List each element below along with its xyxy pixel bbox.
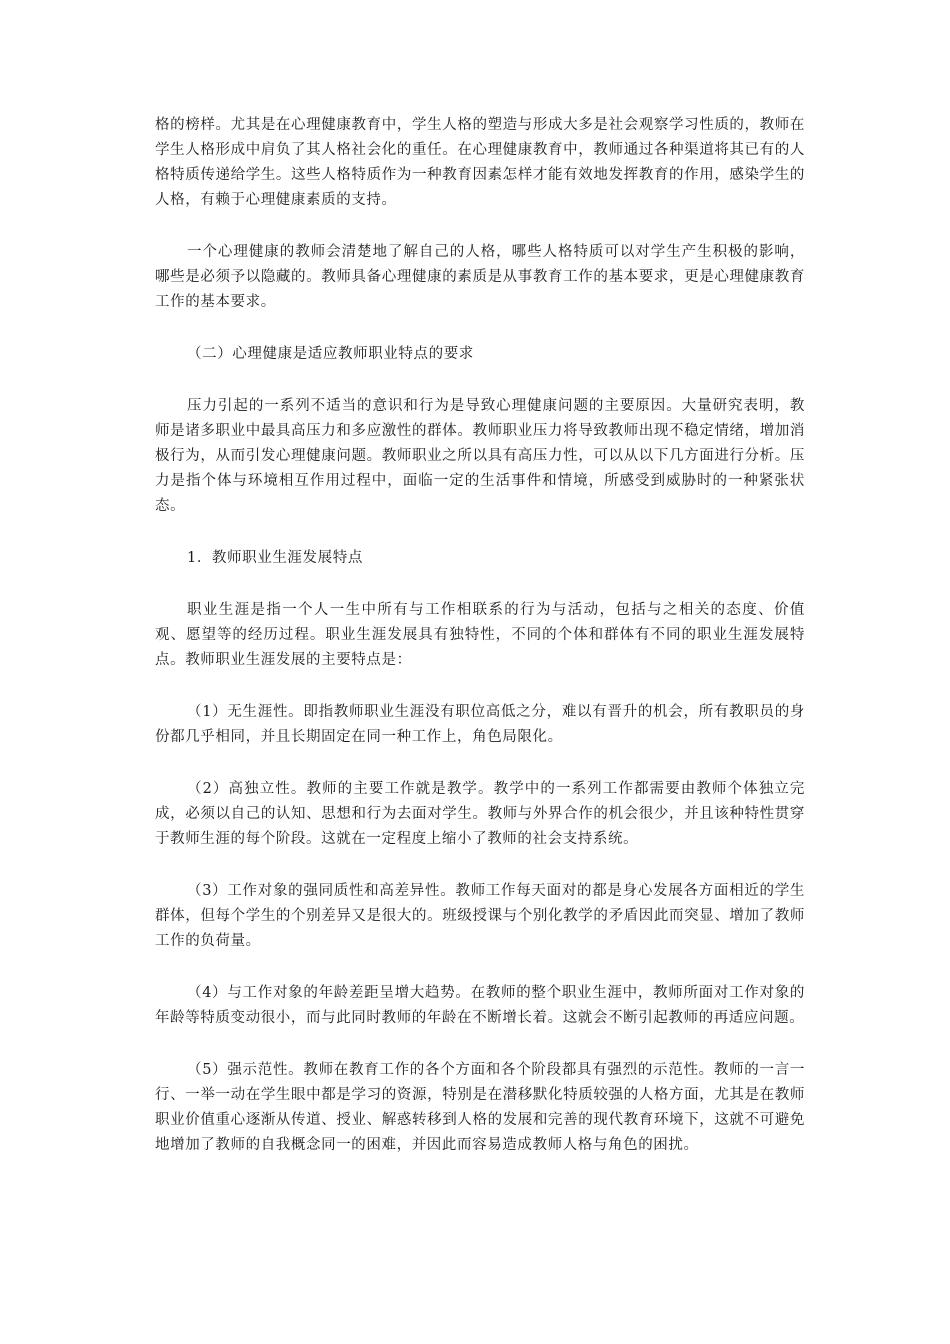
paragraph-4: 职业生涯是指一个人一生中所有与工作相联系的行为与活动，包括与之相关的态度、价值观、愿望等的经历过程。职业生涯发展具有独特性，不同的个体和群体有不同的职业生涯发展特点。教师职业生涯发展的主要特点是： — [155, 602, 805, 668]
list-item-1: （1）无生涯性。即指教师职业生涯没有职位高低之分，难以有晋升的机会，所有教职员的身份都几乎相同，并且长期固定在同一种工作上，角色局限化。 — [155, 704, 805, 745]
list-item-5: （5）强示范性。教师在教育工作的各个方面和各个阶段都具有强烈的示范性。教师的一言一行、一举一动在学生眼中都是学习的资源，特别是在潜移默化特质较强的人格方面，尤其是在教师职业价值重心逐渐从传道、授业、解惑转移到人格的发展和完善的现代教育环境下，这就不可避免地增加了教师的自我概念同一的困难，并因此而容易造成教师人格与角色的困扰。 — [155, 1062, 805, 1153]
list-item-3: （3）工作对象的强同质性和高差异性。教师工作每天面对的都是身心发展各方面相近的学生群体，但每个学生的个别差异又是很大的。班级授课与个别化教学的矛盾因此而突显、增加了教师工作的负荷量。 — [155, 883, 805, 949]
paragraph-1: 格的榜样。尤其是在心理健康教育中，学生人格的塑造与形成大多是社会观察学习性质的，教师在学生人格形成中肩负了其人格社会化的重任。在心理健康教育中，教师通过各种渠道将其已有的人格特质传递给学生。这些人格特质作为一种教育因素怎样才能有效地发挥教育的作用，感染学生的人格，有赖于心理健康素质的支持。 — [155, 117, 805, 208]
section-heading-2: （二）心理健康是适应教师职业特点的要求 — [187, 346, 474, 362]
subsection-heading-1: 1．教师职业生涯发展特点 — [187, 550, 363, 566]
paragraph-3: 压力引起的一系列不适当的意识和行为是导致心理健康问题的主要原因。大量研究表明，教师是诸多职业中最具高压力和多应激性的群体。教师职业压力将导致教师出现不稳定情绪，增加消极行为，从而引发心理健康问题。教师职业之所以具有高压力性，可以从以下几方面进行分析。压力是指个体与环境相互作用过程中，面临一定的生活事件和情境，所感受到威胁时的一种紧张状态。 — [155, 398, 805, 514]
list-item-2: （2）高独立性。教师的主要工作就是教学。教学中的一系列工作都需要由教师个体独立完成，必须以自己的认知、思想和行为去面对学生。教师与外界合作的机会很少，并且该种特性贯穿于教师生涯的每个阶段。这就在一定程度上缩小了教师的社会支持系统。 — [155, 781, 805, 847]
document-body — [155, 113, 805, 1185]
list-item-4: （4）与工作对象的年龄差距呈增大趋势。在教师的整个职业生涯中，教师所面对工作对象的年龄等特质变动很小，而与此同时教师的年龄在不断增长着。这就会不断引起教师的再适应问题。 — [155, 985, 805, 1026]
paragraph-2: 一个心理健康的教师会清楚地了解自己的人格，哪些人格特质可以对学生产生积极的影响，哪些是必须予以隐藏的。教师具备心理健康的素质是从事教育工作的基本要求，更是心理健康教育工作的基本要求。 — [155, 244, 805, 310]
